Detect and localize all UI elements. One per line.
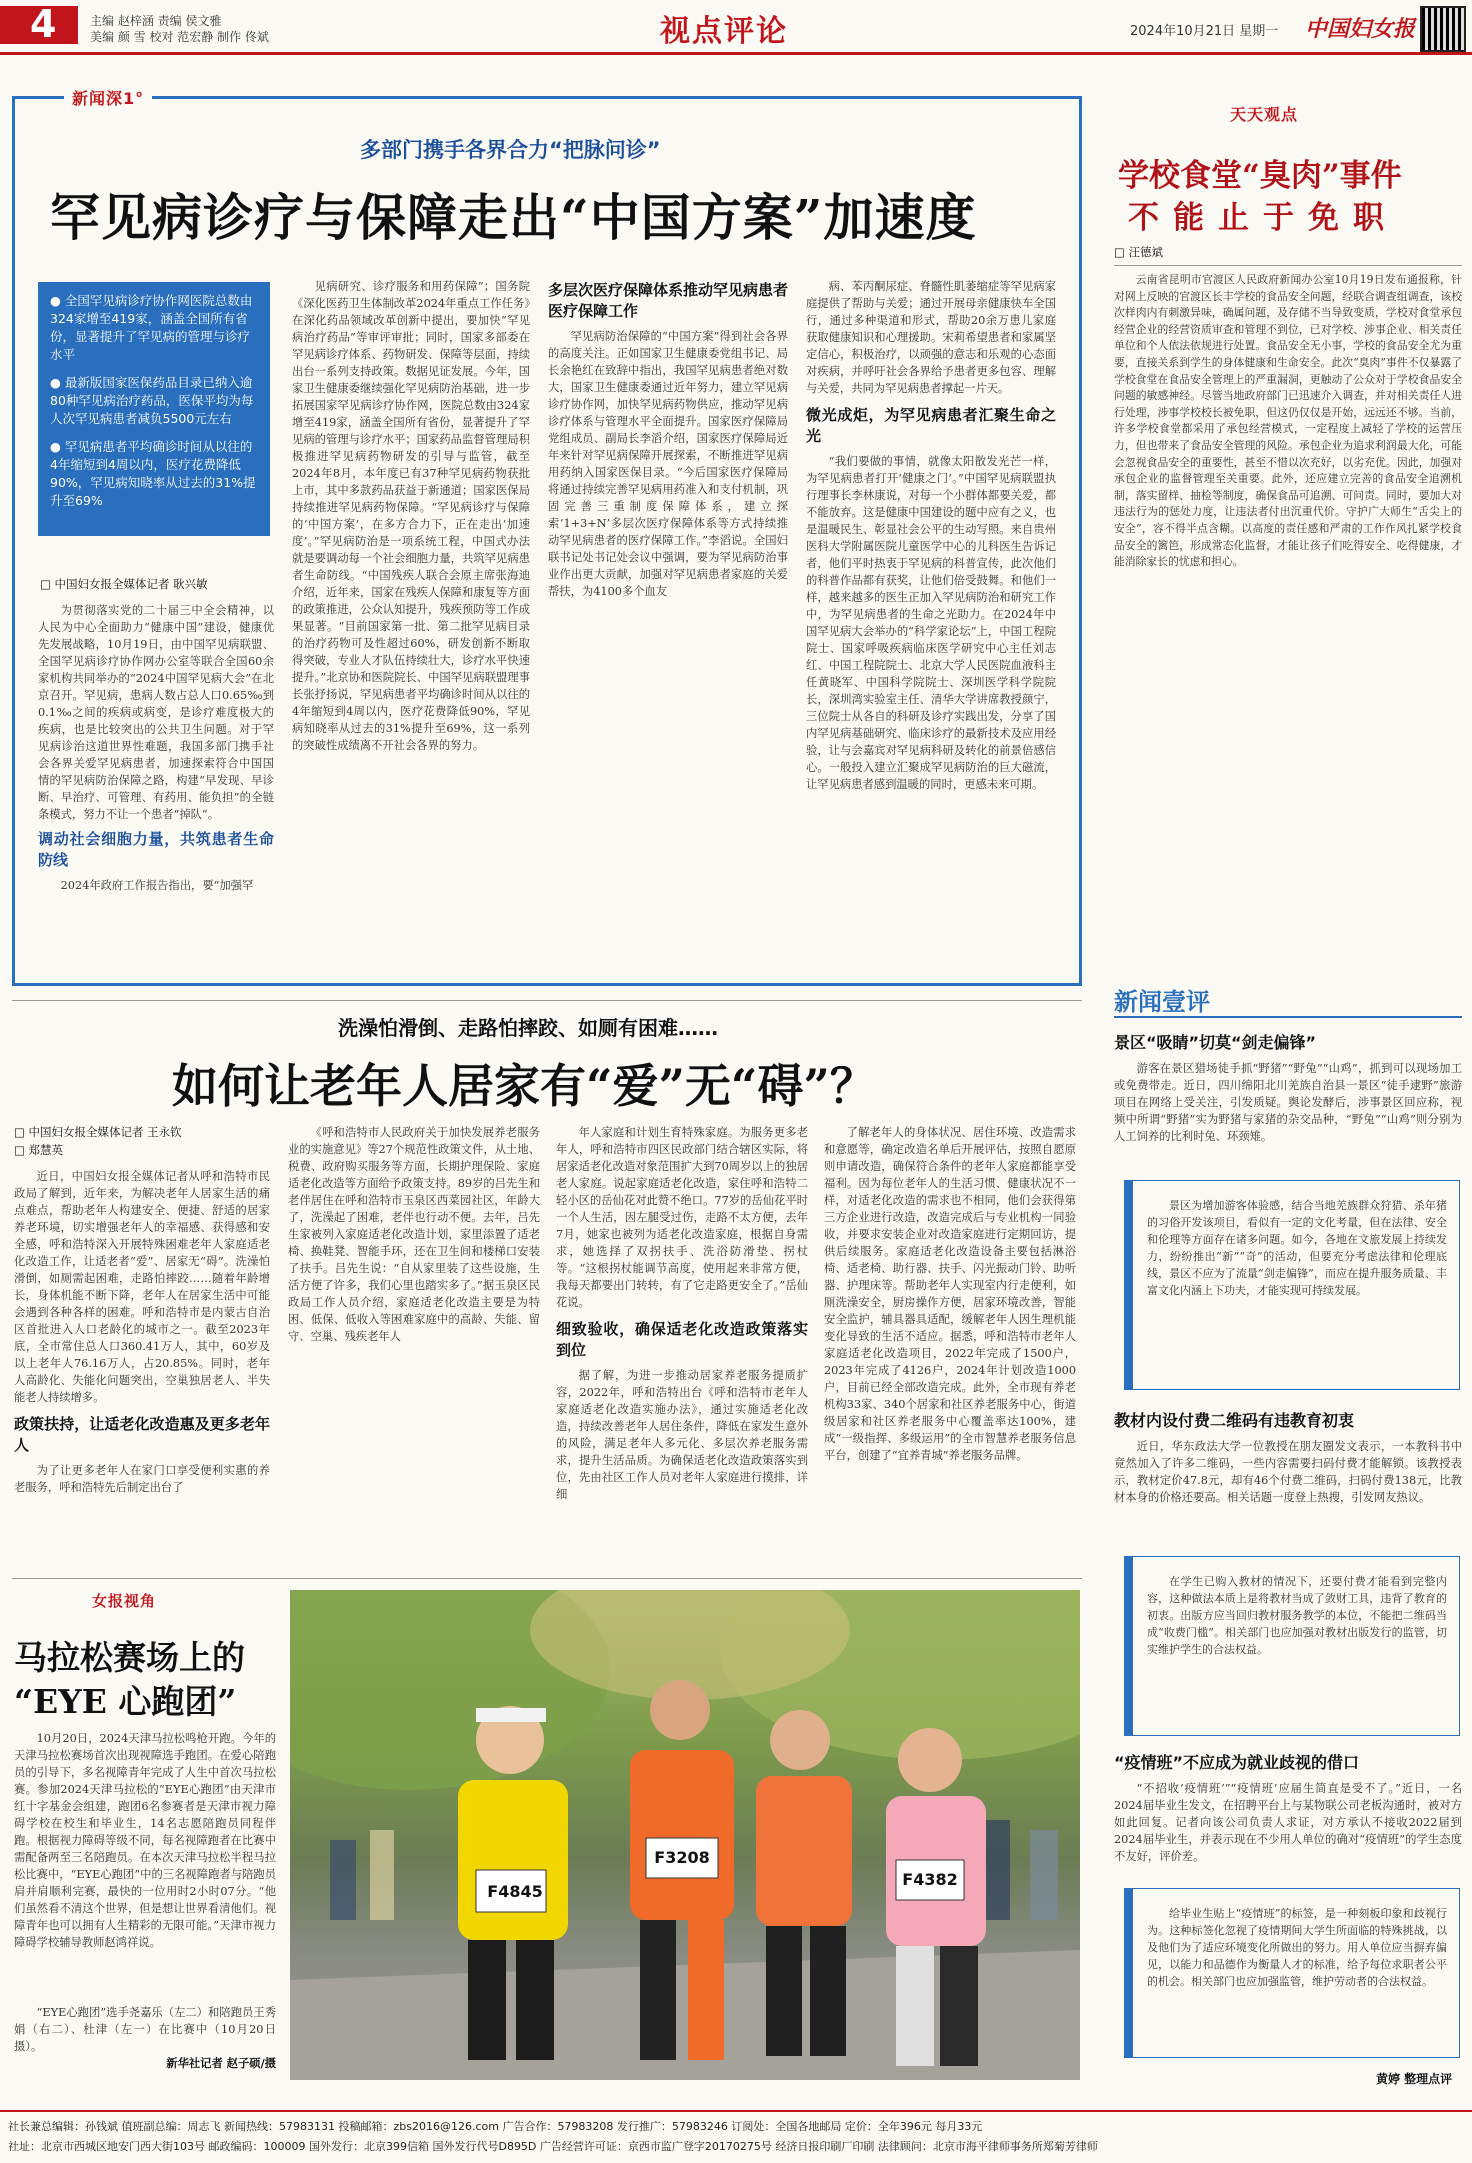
header-date: 2024年10月21日 星期一: [1130, 24, 1279, 39]
footer-rule: [0, 2110, 1472, 2112]
news-item2-box-text: 在学生已购入教材的情况下，还要付费才能看到完整内容，这种做法本质上是将教材当成了敛财工具，违背了教育的初衷。出版方应当回归教材服务教学的本位，不能把二维码当成“收费门槛”。相关部门也应加强对教材出版发行的监管，切实维护学生的合法权益。: [1147, 1575, 1447, 1656]
marathon-column-tag-text: 女报视角: [92, 1592, 157, 1610]
feature2-rule: [12, 1000, 1082, 1001]
footer-line-1: 社长兼总编辑：孙钱斌 值班副总编：周志飞 新闻热线：57983131 投稿邮箱：zbs2016@126.com 广告合作：57983208 发行推广：57983246 订阅处：全国各地邮局 定价：全年396元 每月33元: [8, 2120, 983, 2133]
feature2-col-3: [556, 1124, 808, 1560]
highlight-text: 罕见病患者平均确诊时间从以往的4年缩短到4周以内，医疗花费降低90%，罕见病知晓率从过去的31%提升至69%: [50, 439, 256, 508]
feature2-byline-2: □ 郑慧英: [14, 1143, 64, 1157]
highlight-text: 全国罕见病诊疗协作网医院总数由324家增至419家，涵盖全国所有省份，显著提升了罕见病的管理与诊疗水平: [50, 293, 253, 362]
opinion-column-tag-text: 天天观点: [1230, 105, 1299, 124]
feature2-byline2-text: 郑慧英: [28, 1143, 64, 1157]
feature2-col-2: [288, 1124, 540, 1560]
marathon-body: [14, 1730, 276, 2000]
highlight-item: ● 罕见病患者平均确诊时间从以往的4年缩短到4周以内，医疗花费降低90%，罕见病知晓率从过去的31%提升至69%: [50, 439, 256, 508]
lead-headline: 罕见病诊疗与保障走出“中国方案”加速度: [50, 188, 977, 247]
news-column-title: 新闻壹评: [1114, 988, 1210, 1016]
footer-line-2: 社址：北京市西城区地安门西大街103号 邮政编码：100009 国外发行：北京399信箱 国外发行代号D895D 广告经营许可证：京西市监广登字20170275号 经济日报印刷厂印刷 法律顾问：北京市海平律师事务所郑菊芳律师: [8, 2140, 1098, 2153]
lead-kicker: 多部门携手各界合力“把脉问诊”: [360, 138, 661, 162]
lead-col-3: [548, 278, 788, 976]
opinion-title-line-2: 不能止于免职: [1128, 200, 1398, 236]
news-item1-title: 景区“吸睛”切莫“剑走偏锋”: [1114, 1033, 1317, 1052]
marathon-para: 10月20日，2024天津马拉松鸣枪开跑。今年的天津马拉松赛场首次出现视障选手跑团。在爱心陪跑员的引导下，多名视障青年完成了人生中首次马拉松赛。参加2024天津马拉松的“EYE心跑团”由天津市红十字基金会组建，跑团6名参赛者是天津市视力障碍学校在校生和毕业生，14名志愿陪跑员同程伴跑。根据视力障碍等级不同，每名视障跑者在比赛中需配备两至三名陪跑员。在本次天津马拉松半程马拉松比赛中，“EYE心跑团”中的三名视障跑者与陪跑员肩并肩顺利完赛，最快的一位用时2小时07分。“他们虽然看不清这个世界，但是想让世界看清他们。视障青年也可以拥有人生精彩的无限可能。”天津市视力障碍学校辅导教师赵鸿祥说。: [14, 1732, 276, 1949]
page-header: [0, 0, 1472, 52]
lead-col-2: [292, 278, 530, 976]
box-accent-bar: [1125, 1181, 1133, 1389]
feature2-col3-subhead: 细致验收，确保适老化改造政策落实到位: [556, 1320, 808, 1359]
marathon-photo-scene: [290, 1590, 1080, 2080]
news-item3-box: [1124, 1888, 1460, 2058]
highlight-item: ● 最新版国家医保药品目录已纳入逾80种罕见病治疗药品，医保平均为每人次罕见病患者减负5500元左右: [50, 375, 254, 426]
box-accent-bar: [1125, 1889, 1133, 2057]
news-item1-para: 游客在景区猎场徒手抓“野猪”“野兔”“山鸡”，抓到可以现场加工或免费带走。近日，四川绵阳北川羌族自治县一景区“徒手逮野”旅游项目在网络上受关注，引发质疑。舆论发酵后，涉事景区回应称，视频中所谓“野猪”实为野猪与家猪的杂交品种，“野兔”“山鸡”则分别为人工饲养的比利时兔、环颈雉。: [1114, 1062, 1462, 1143]
news-item3-box-text: 给毕业生贴上“疫情班”的标签，是一种刻板印象和歧视行为。这种标签化忽视了疫情期间大学生所面临的特殊挑战，以及他们为了适应环境变化所做出的努力。用人单位应当摒弃偏见，以能力和品德作为衡量人才的标准，给予每位求职者公平的机会。相关部门也应加强监管，维护劳动者的合法权益。: [1147, 1907, 1447, 1988]
marathon-rule: [12, 1578, 1082, 1579]
section-title: 视点评论: [660, 14, 788, 49]
news-item1-box: [1124, 1180, 1460, 1390]
lead-col3-para: 罕见病防治保障的“中国方案”得到社会各界的高度关注。正如国家卫生健康委党组书记、局长余艳红在致辞中指出，我国罕见病患者绝对数大，国家卫生健康委通过近年努力，建立罕见病诊疗协作网，加快罕见病药物供应，推动罕见病诊疗体系与管理水平全面提升。国家医疗保障局党组成员、副局长李滔介绍，国家医疗保障局近年来针对罕见病保障开展探索，不断推进罕见病用药纳入国家医保目录。“今后国家医疗保障局将通过持续完善罕见病用药准入和支付机制，巩固完善三重制度保障体系，建立探索‘1+3+N’多层次医疗保障体系等方式持续推动罕见病患者的医疗保障工作。”李滔说。全国妇联书记处书记处会议中强调，要为罕见病防治事业作出更大贡献，加强对罕见病患者家庭的关爱帮扶，为4100多个血友: [548, 330, 788, 598]
lead-col-1: [38, 602, 274, 977]
news-column-editor: 黄婷 整理点评: [1376, 2072, 1453, 2086]
bib-number: F3208: [654, 1848, 710, 1867]
lead-byline: □ 中国妇女报全媒体记者 耿兴敏: [40, 577, 208, 591]
feature2-col4-para: 了解老年人的身体状况、居住环境、改造需求和意愿等，确定改造名单后开展评估，按照自愿原则申请改造，确保符合条件的老年人家庭都能享受福利。因为每位老年人的生活习惯、健康状况不一样，对适老化改造的需求也不相同，他们会获得第三方企业进行改造，改造完成后与专业机构一同验收，并要求安装企业对改造家庭进行定期回访，提供后续服务。家庭适老化改造设备主要包括淋浴椅、适老椅、助行器、扶手、闪光振动门铃、助听器、护理床等。帮助老年人实现室内行走便利，如厕洗澡安全，厨房操作方便，居家环境改善，智能安全监护，辅具器具适配，缓解老年人因生理机能变化导致的生活不适应。据悉，呼和浩特市老年人家庭适老化改造项目，2022年完成了1500户，2023年完成了4126户，2024年计划改造1000户，目前已经全部改造完成。此外，全市现有养老机构33家、340个居家和社区养老服务中心，街道级居家和社区养老服务中心覆盖率达100%，建成“一级指挥、多级运用”的全市智慧养老服务信息平台，创建了“宜养青城”养老服务品牌。: [824, 1126, 1076, 1462]
news-item3-title: “疫情班”不应成为就业歧视的借口: [1114, 1753, 1360, 1772]
lead-col4-para-2: “我们要做的事情，就像太阳散发光芒一样，为罕见病患者打开‘健康之门’。”中国罕见病联盟执行理事长李林康说，对每一个小群体都要关爱，都不能放弃。这是健康中国建设的题中应有之义，也是温暖民生、彰显社会公平的生动写照。来自贵州医科大学附属医院儿童医学中心的儿科医生告诉记者，他们平时热衷于罕见病的科普宣传，此次他们的科普作品都有获奖，让他们倍受鼓舞。和他们一样，越来越多的医生正加入罕见病防治和研究工作中，为罕见病患者的生命之光助力。在2024年中国罕见病大会举办的“科学家论坛”上，中国工程院院士、国家呼吸疾病临床医学研究中心主任刘志红、中国工程院院士、北京大学人民医院血液科主任黄晓军、中国科学院院士、深圳医学科学院院长，深圳湾实验室主任、清华大学讲席教授颜宁，三位院士从各自的科研及诊疗实践出发，分享了国内罕见病基础研究、临床诊疗的最新技术及应用经验，让与会嘉宾对罕见病科研及转化的前景倍感信心。一般投入建立汇聚成罕见病防治的巨大磁流，让罕见病患者感到温暖的同时，更感未来可期。: [806, 455, 1056, 791]
lead-col3-subhead: 多层次医疗保障体系推动罕见病患者医疗保障工作: [548, 281, 788, 320]
bib-number: F4845: [487, 1882, 543, 1901]
lead-col-4: [806, 278, 1056, 976]
lead-col4-para: 病、苯丙酮尿症、脊髓性肌萎缩症等罕见病家庭提供了帮助与关爱；通过开展母亲健康快车全国行，通过多种渠道和形式，帮助20余万患儿家庭获取健康知识和心理援助。宋莉希望患者和家属坚定信心，积极治疗，以顽强的意志和乐观的心态面对疾病，并呼吁社会各界给予患者更多包容、理解与关爱，共同为罕见病患者撑起一片天。: [806, 280, 1056, 395]
marathon-photo-credit: 新华社记者 赵子硕/摄: [166, 2056, 276, 2070]
highlight-item: ● 全国罕见病诊疗协作网医院总数由324家增至419家，涵盖全国所有省份，显著提升了罕见病的管理与诊疗水平: [50, 293, 253, 362]
lead-col1-para: 为贯彻落实党的二十届三中全会精神，以人民为中心全面助力“健康中国”建设，健康优先发展战略，10月19日，由中国罕见病联盟、全国罕见病诊疗协作网办公室等联合全国60余家机构共同举办的“2024中国罕见病大会”在北京召开。罕见病，患病人数占总人口0.65‰到0.1‰之间的疾病或病变，是诊疗难度极大的疾病，也是比较突出的公共卫生问题。对于罕见病诊治这道世界性难题，我国多部门携手社会各界关爱罕见病患者，加速探索符合中国国情的罕见病防治保障之路，构建“早发现、早诊断、早治疗、可管理、有药用、能负担”的全链条模式，努力不让一个患者“掉队”。: [38, 604, 274, 821]
opinion-byline: □ 汪德斌: [1114, 245, 1164, 259]
staff-line-1: 主编 赵梓涵 责编 侯文雅: [90, 14, 222, 28]
news-item3-body: [1114, 1780, 1462, 1880]
feature2-col1-para: 近日，中国妇女报全媒体记者从呼和浩特市民政局了解到，近年来，为解决老年人居家生活的痛点难点，帮助老年人构建安全、便捷、舒适的居家养老环境，切实增强老年人的幸福感、获得感和安全感，呼和浩特深入开展特殊困难老年人家庭适老化改造工作，让适老者“爱”、居家无“碍”。洗澡怕滑倒，如厕需起困难，走路怕摔跤……随着年龄增长，身体机能不断下降，老年人在居家生活中可能会遇到各种各样的困难。呼和浩特市是内蒙古自治区首批进入人口老龄化的城市之一。截至2023年底，全市常住总人口360.41万人，其中，60岁及以上老年人76.16万人，占20.85%。同时，老年人高龄化、失能化问题突出，空巢独居老人、半失能老人持续增多。: [14, 1170, 270, 1404]
marathon-caption-text: “EYE心跑团”选手尧嘉乐（左二）和陪跑员王秀娟（右二）、杜津（左一）在比赛中（10月20日摄）。: [14, 2006, 276, 2053]
feature2-col2-para: 《呼和浩特市人民政府关于加快发展养老服务业的实施意见》等27个规范性政策文件，从土地、税费、政府购买服务等方面，长期护理保险、家庭适老化改造等方面给予政策支持。89岁的吕先生和老伴居住在呼和浩特市玉泉区西菜园社区，年龄大了，洗澡起了困难，老伴也行动不便。去年，吕先生家被列入家庭适老化改造计划，家里添置了适老椅、换鞋凳、智能手环，还在卫生间和楼梯口安装了扶手。吕先生说：“自从家里装了这些设施，生活方便了许多，我们心里也踏实多了。”据玉泉区民政局工作人员介绍，家庭适老化改造主要是为特困、低保、低收入等困难家庭中的高龄、失能、留守、空巢、残疾老年人: [288, 1126, 540, 1343]
lead-col1-tail: 2024年政府工作报告指出，要“加强罕: [60, 879, 254, 892]
marathon-caption: [14, 2004, 276, 2084]
marathon-title-line-1: 马拉松赛场上的: [14, 1638, 245, 1677]
opinion-para: 云南省昆明市官渡区人民政府新闻办公室10月19日发布通报称，针对网上反映的官渡区长丰学校的食品安全问题，经联合调查组调查，该校次样肉内有刺激异味，确属问题，及存储不当导致变质，学校对食堂承包经营企业的经营资质审查和管理不到位，已对学校、涉事企业、相关责任单位和个人依法依规进行处置。食品安全无小事，学校的食品安全尤为重要，直接关系到学生的身体健康和生命安全。此次“臭肉”事件不仅暴露了学校食堂在食品安全管理上的严重漏洞，更触动了公众对于学校食品安全问题的敏感神经。尽管当地政府部门已迅速介入调查，并对相关责任人进行处理，涉事学校校长被免职，但这仍仅仅是开始，远远还不够。当前，许多学校食堂都采用了承包经营模式，一定程度上减轻了学校的运营压力，但也带来了食品安全管理的风险。承包企业为追求利润最大化，可能会忽视食品安全的重要性，甚至不惜以次充好，以劣充优。因此，加强对承包企业的监督管理至关重要。此外，还应建立完善的食品安全追溯机制，落实留样、抽检等制度，确保食品可追溯、可问责。同时，要加大对违法行为的惩处力度，让违法者付出沉重代价。守护广大师生“舌尖上的安全”，容不得半点含糊。以高度的责任感和严肃的工作作风扎紧学校食品安全的篱笆，形成常态化监督，才能让孩子们吃得安全、吃得健康，才能消除家长的忧虑和担心。: [1114, 273, 1462, 569]
lead-column-tag: [64, 86, 152, 109]
opinion-title-line-1: 学校食堂“臭肉”事件: [1118, 158, 1402, 194]
opinion-byline-text: 汪德斌: [1128, 245, 1164, 259]
bib-number: F4382: [902, 1870, 958, 1889]
feature2-col1-tail: 为了让更多老年人在家门口享受便利实惠的养老服务，呼和浩特先后制定出台了: [14, 1464, 270, 1494]
staff-line-2: 美编 颜 雪 校对 范宏静 制作 佟斌: [90, 30, 269, 44]
qr-code-icon: [1420, 6, 1466, 52]
box-accent-bar: [1125, 1557, 1133, 1735]
feature2-col-4: [824, 1124, 1076, 1560]
feature2-col3-para: 年人家庭和计划生育特殊家庭。为服务更多老年人，呼和浩特市四区民政部门结合辖区实际，将居家适老化改造对象范围扩大到70周岁以上的独居老人家庭。说起家庭适老化改造，家住呼和浩特二轻小区的岳仙花对此赞不绝口。77岁的岳仙花平时一个人生活，因左腿受过伤，走路不太方便，去年7月，她家也被列为适老化改造家庭，根据自身需求，她选择了双拐扶手、洗浴防滑垫、拐杖等。“这根拐杖能调节高度，使用起来非常方便，我每天都要出门转转，有了它走路更安全了。”岳仙花说。: [556, 1126, 808, 1309]
news-item2-body: [1114, 1438, 1462, 1548]
lead-col1-subhead: 调动社会细胞力量，共筑患者生命防线: [38, 830, 274, 869]
news-item2-box: [1124, 1556, 1460, 1736]
marathon-column-tag: [92, 1590, 156, 1611]
highlights-box: [38, 282, 270, 536]
lead-column-tag-text: 新闻深1°: [72, 89, 145, 108]
opinion-body: [1114, 272, 1462, 912]
paper-logo: 中国妇女报: [1305, 16, 1416, 42]
news-item1-body: [1114, 1060, 1462, 1170]
opinion-column-tag: [1230, 102, 1298, 125]
lead-col4-subhead: 微光成炬，为罕见病患者汇聚生命之光: [806, 406, 1056, 445]
opinion-rule: [1114, 265, 1462, 266]
news-item2-title: 教材内设付费二维码有违教育初衷: [1114, 1411, 1355, 1430]
highlight-text: 最新版国家医保药品目录已纳入逾80种罕见病治疗药品，医保平均为每人次罕见病患者减负5500元左右: [50, 375, 254, 426]
feature2-kicker: 洗澡怕滑倒、走路怕摔跤、如厕有困难……: [338, 1016, 718, 1040]
lead-byline-text: 中国妇女报全媒体记者 耿兴敏: [54, 577, 208, 591]
feature2-col-1: [14, 1168, 270, 1560]
page-number: 4: [30, 2, 57, 46]
feature2-byline1-text: 中国妇女报全媒体记者 王永钦: [28, 1125, 182, 1139]
lead-col2-para: 见病研究、诊疗服务和用药保障”；国务院《深化医药卫生体制改革2024年重点工作任务》在深化药品领域改革创新中提出，要加快“罕见病治疗药品”等审评审批；同时，国家多部委在罕见病诊疗体系、药物研发、保障等层面，持续出台一系列支持政策。数据见证发展。今年，国家卫生健康委继续强化罕见病防治基础，进一步拓展国家罕见病诊疗协作网，医院总数由324家增至419家，涵盖全国所有省份，显著提升了罕见病的管理与诊疗水平；国家药品监督管理局积极推进罕见病药物研发的引导与监管，截至2024年8月，本年度已有37种罕见病药物获批上市，其中多款药品获益于新通道；国家医保局持续推进罕见病药物保障。“罕见病诊疗与保障的‘中国方案’，在多方合力下，正在走出‘加速度’。”罕见病防治是一项系统工程，中国式办法就是要调动每一个社会细胞力量，共筑罕见病患者生命防线。“中国残疾人联合会原主席张海迪介绍，近年来，国家在残疾人保障和康复等方面的政策推进，公众认知提升，残疾预防等工作成果显著。“目前国家第一批、第二批罕见病目录的治疗药物可及性超过60%，研发创新不断取得突破，专业人才队伍持续壮大，诊疗水平快速提升。”北京协和医院院长、中国罕见病联盟理事长张抒扬说，罕见病患者平均确诊时间从以往的4年缩短到4周以内，医疗花费降低90%，罕见病知晓率从过去的31%提升至69%，这一系列的突破性成绩离不开社会各界的努力。: [292, 280, 530, 752]
feature2-col3-para-2: 据了解，为进一步推动居家养老服务提质扩容，2022年，呼和浩特出台《呼和浩特市老年人家庭适老化改造实施办法》，通过实施适老化改造，持续改善老年人居住条件，降低在家发生意外的风险，满足老年人多元化、多层次养老服务需求，提升生活品质。为确保适老化改造政策落实到位，先由社区工作人员对老年人家庭进行摸排，详细: [556, 1369, 808, 1501]
header-rule: [0, 52, 1472, 55]
feature2-col1-subhead: 政策扶持，让适老化改造惠及更多老年人: [14, 1415, 270, 1454]
news-column-rule: [1114, 1016, 1462, 1018]
feature2-headline: 如何让老年人居家有“爱”无“碍”？: [172, 1059, 876, 1113]
feature2-byline-1: □ 中国妇女报全媒体记者 王永钦: [14, 1125, 182, 1139]
marathon-title-line-2: “EYE 心跑团”: [14, 1682, 237, 1721]
news-item1-box-text: 景区为增加游客体验感，结合当地羌族群众狩猎、杀年猪的习俗开发该项目，看似有一定的文化考量，但在法律、安全和伦理等方面存在诸多问题。如今，各地在文旅发展上持续发力，纷纷推出“新”“奇”的活动，但要充分考虑法律和伦理底线，景区不应为了流量“剑走偏锋”，而应在提升服务质量、丰富文化内涵上下功夫，才能实现可持续发展。: [1147, 1199, 1447, 1297]
marathon-photo: [290, 1590, 1080, 2080]
news-item2-para: 近日，华东政法大学一位教授在朋友圈发文表示，一本教科书中竟然加入了许多二维码，一些内容需要扫码付费才能解锁。该教授表示，教材定价47.8元，却有46个付费二维码，扫码付费138元，比教材本身的价格还要高。相关话题一度登上热搜，引发网友热议。: [1114, 1440, 1462, 1504]
news-item3-para: “不招收‘疫情班’”“疫情班’应届生简直是受不了。”近日，一名2024届毕业生发文，在招聘平台上与某物联公司老板沟通时，被对方如此回复。记者向该公司负责人求证，对方承认不接收2022届到2024届毕业生，并表示现在不少用人单位的确对“疫情班”的学生态度不友好，评价差。: [1114, 1782, 1462, 1863]
